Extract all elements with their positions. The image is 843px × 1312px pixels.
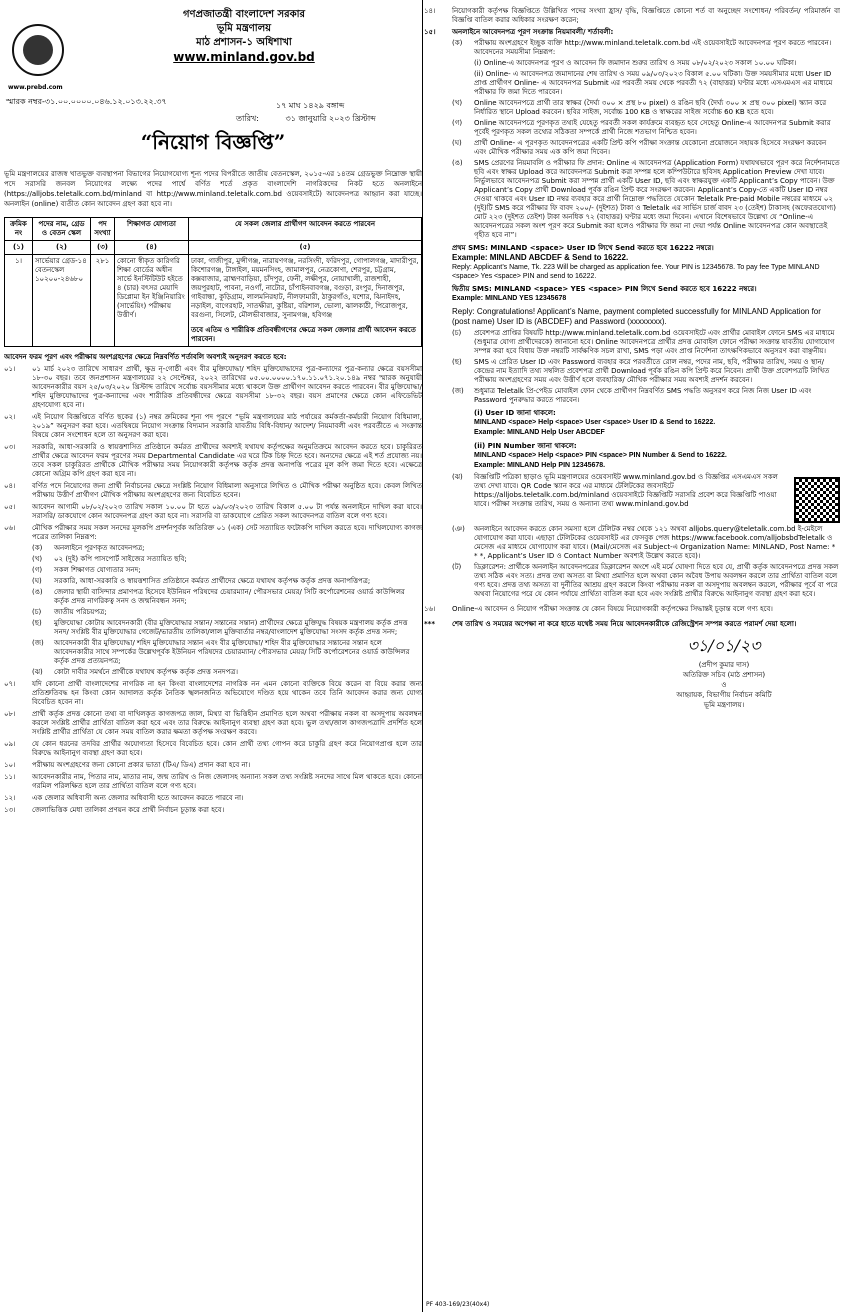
list-item [4,740,422,758]
list-item [452,525,840,561]
item-text: অনলাইনে আবেদনপত্র পূরণ সংক্রান্ত নিয়মাবলী/ শর্তাবলী: [452,28,614,36]
item-number: (ছ) [32,619,42,627]
col-num: (৫) [189,241,422,255]
item-number: ১৪। [424,7,436,15]
item-number: (ক) [452,39,463,47]
ministry-name: ভূমি মন্ত্রণালয় [216,23,272,34]
signer-designation: অতিরিক্ত সচিব (মাঠ প্রশাসন) [682,671,766,679]
gov-name: গণপ্রজাতন্ত্রী বাংলাদেশ সরকার [183,9,305,20]
ministry-website[interactable]: www.minland.gov.bd [173,50,315,64]
item-text: বর্ণিত পদে নিয়োগের জন্য প্রার্থী নির্বাচনের ক্ষেত্রে সংশ্লিষ্ট নিয়োগ বিধিমালা অনুসারে লিখিত ও মৌখিক পরীক্ষা অনুষ্ঠিত হবে। কেবল লিখিত পরীক্ষায় উত্তীর্ণ প্রার্থীগণ মৌখিক পরীক্ষায় অংশগ্রহণের জন্য বিবেচিত হবেন। [32,482,422,499]
item-text: প্রার্থী Online- এ পূরণকৃত আবেদনপত্রের একটি প্রিন্ট কপি পরীক্ষা সংক্রান্ত যেকোনো প্রয়োজনে সহায়ক হিসেবে সংরক্ষণ করবেন এবং মৌখিক পরীক্ষার সময় এক কপি জমা দিবেন। [474,139,827,156]
memo-number: স্মারক নম্বর-৩১.০০.০০০০.০৪৬.১২.০১৩.২২.৩৭ [6,97,167,106]
item-number: (ট) [452,563,462,571]
documents-list [4,544,422,677]
item-number: (জ) [452,387,464,395]
header [4,4,422,123]
col-num: (১) [5,241,33,255]
list-item [4,413,422,440]
sms-second-example: Example: MINLAND YES 12345678 [452,295,567,302]
item-text: SMS এ প্রেরিত User ID এবং Password ব্যবহার করে পরবর্তীতে রোল নম্বর, পদের নাম, ছবি, পরীক্ষার তারিখ, সময় ও স্থান/ কেন্দ্রের নাম ইত্যাদি তথ্য সম্বলিত প্রবেশপত্র প্রার্থী Download পূর্বক রঙিন কপি প্রিন্ট করে নিবেন। প্রার্থী উক্ত প্রবেশপত্রটি লিখিত পরীক্ষায় অংশগ্রহণের সময় এবং উত্তীর্ণ হলে ব্যবহারিক/ মৌখিক পরীক্ষার সময় অবশ্যই প্রদর্শন করবেন। [474,358,830,384]
list-item [4,794,422,803]
list-item [32,668,422,677]
item-text: শুধুমাত্র Teletalk প্রি-পেইড মোবাইল ফোন থেকে প্রার্থীগণ নিম্নবর্ণিত SMS পদ্ধতি অনুসরণ করে নিজ নিজ User ID এবং Password পুনরুদ্ধার করতে পারবেন। [474,387,812,404]
item-text: জেলার স্থায়ী বাসিন্দার প্রমাণপত্র হিসেবে ইউনিয়ন পরিষদের চেয়ারম্যান/ পৌরসভার মেয়র/ সিটি কর্পোরেশনের ওয়ার্ড কাউন্সিলর কর্তৃক প্রদত্ত নাগরিকত্ব সনদ ও জন্মনিবন্ধন সনদ; [54,588,405,605]
info-list-2 [424,525,840,599]
cell-post: সার্ভেয়ার গ্রেড-১৪ বেতনস্কেল ১০২০০-২৪৬৮০ [33,255,91,347]
list-item [32,577,422,586]
note [424,620,840,629]
item-number: ০২। [4,413,16,421]
item-number: (চ) [452,329,462,337]
col-num: (২) [33,241,91,255]
item-text: বিজ্ঞপ্তিটি পত্রিকা ছাড়াও ভূমি মন্ত্রণালয়ের ওয়েবসাইট www.minland.gov.bd ও বিজ্ঞপ্তির এসএমএস সকল তথ্য দেখা যাবে। QR Code স্ক্যান করে এর মাধ্যমে টেলিটকের জবসাইটে https://alljobs.teletalk.com.bd/minland ওয়েবসাইটে বিজ্ঞপ্তিটি সরাসরি প্রবেশ করে বিজ্ঞপ্তিটি পাওয়া যাবে। পরীক্ষা সংক্রান্ত তারিখ, সময় ও অন্যান্য তথ্য www.minland.gov.bd [474,473,778,508]
item-number: ০৩। [4,443,16,451]
list-item [452,39,840,57]
item-number: (ঞ) [452,525,465,533]
list-item [452,358,840,385]
item-number: (ঘ) [32,577,42,585]
recover-pin-title: (ii) PIN Number জানা থাকলে: [474,442,577,450]
list-item [452,159,840,240]
item-text: পরীক্ষায় অংশগ্রহণে ইচ্ছুক ব্যক্তি http://www.minland.teletalk.com.bd এই ওয়েবসাইটে আবেদনপত্র পূরণ করতে পারবেন। আবেদনের সময়সীমা নিম্নরূপ: [474,39,832,56]
item-text: পরীক্ষায় অংশগ্রহণের জন্য কোনো প্রকার ভাতা (টিএ/ ডিএ) প্রদান করা হবে না। [32,761,251,769]
list-item [4,482,422,500]
recover-block [474,408,840,471]
item-text: জাতীয় পরিচয়পত্র; [54,608,107,616]
item-number: ০৯। [4,740,16,748]
item-text: ০২ (দুই) কপি পাসপোর্ট সাইজের সত্যায়িত ছবি; [54,555,187,563]
item-text: Online-এ আবেদন ও নিয়োগ পরীক্ষা সংক্রান্ত যে কোন বিষয়ে নিয়োগকারী কর্তৃপক্ষের সিদ্ধান্তই চূড়ান্ত বলে গণ্য হবে। [452,605,773,613]
item-number: ০৮। [4,710,16,718]
item-number: ০৭। [4,680,16,688]
item-number: (গ) [452,119,463,127]
item-text: কোটা দাবীর সমর্থনে প্রার্থীকে যথাযথ কর্তৃপক্ষ কর্তৃক প্রদত্ত সনদপত্র। [54,668,238,676]
recover-pin-example: Example: MINLAND Help PIN 12345678. [474,462,606,469]
list-item [32,555,422,564]
info-list [424,471,790,509]
item-number: ০১। [4,365,16,373]
note-text: শেষ তারিখ ও সময়ের অপেক্ষা না করে হাতে যথেষ্ট সময় নিয়ে আবেদনকারীকে রেজিস্ট্রেশন সম্পন্ন করতে পরামর্শ দেয়া হলো। [452,620,797,628]
th-post: পদের নাম, গ্রেড ও বেতন স্কেল [33,218,91,241]
conditions-list-2 [4,680,422,815]
vacancy-table [4,217,422,347]
item-text: এই নিয়োগ বিজ্ঞপ্তিতে বর্ণিত ছকের (১) নম্বর ক্রমিকের শূন্য পদ পূরণে “ভূমি মন্ত্রণালয়ের মাঠ পর্যায়ের কর্মকর্তা-কর্মচারী নিয়োগ বিধিমালা, ২০১৯” অনুসরণ করা হবে। এতদ্বিষয়ে নিয়োগ সংক্রান্ত বিদ্যমান সরকারি যাবতীয় বিধি-বিধান/ আদেশ/ নিয়মাবলী এবং পরবর্তীতে এ সংক্রান্ত বিষয়ে কোন সংশোধন হলে তা অনুসরণ করা হবে। [32,413,422,439]
item-text: সরকারি, আধা-সরকারি ও স্বায়ত্তশাসিত প্রতিষ্ঠানে কর্মরত প্রার্থীদের ক্ষেত্রে যথাযথ কর্তৃপক্ষ কর্তৃক প্রদত্ত অনাপত্তিপত্র; [54,577,371,585]
signer-office: ভূমি মন্ত্রণালয়। [703,701,745,709]
government-emblem-icon [12,24,64,76]
list-item [452,99,840,117]
recover-pin-cmd: MINLAND <space> Help <space> PIN <space> PIN Number & Send to 16222. [474,452,727,459]
sms-first-title: প্রথম SMS: MINLAND <space> User ID লিখে Send করতে হবে 16222 নম্বরে। [452,244,714,252]
item-number: (ক) [32,544,43,552]
th-districts: যে সকল জেলার প্রার্থীগণ আবেদন করতে পারবেন [189,218,422,241]
list-item [452,119,840,137]
list-item [4,365,422,410]
item-number: ১২। [4,794,16,802]
item-text: (i) Online-এ আবেদনপত্র পূরণ ও আবেদন ফি জমাদান শুরুর তারিখ ও সময় ০৮/০২/২০২৩ সকাল ১০.০০ ঘটিকা। [474,59,797,67]
list-item [424,605,840,614]
item-text: যদি কোনো প্রার্থী বাংলাদেশের নাগরিক না হন কিংবা বাংলাদেশের নাগরিক নন এমন কোনো ব্যক্তিকে বিয়ে করেন বা বিয়ে করার জন্য প্রতিশ্রুতিবদ্ধ হন কিংবা কোন আদালত কর্তৃক নৈতিক স্খলনজনিত অভিযোগে দণ্ডিত হয়ে থাকেন তবে তিনি আবেদন করার জন্য যোগ্য বিবেচিত হবেন না। [32,680,422,706]
sms-block [452,243,840,327]
cell-districts [189,255,422,347]
item-text: ০১ মার্চ ২০২৩ তারিখে সাধারণ প্রার্থী, ক্ষুদ্র নৃ-গোষ্ঠী এবং বীর মুক্তিযোদ্ধা/ শহিদ মুক্তিযোদ্ধাদের পুত্র-কন্যাদের পুত্র-কন্যার ক্ষেত্রে বয়সসীমা ১৮-৩০ বছর। তবে জনপ্রশাসন মন্ত্রণালয়ের ২২ সেপ্টেম্বর, ২০২২ তারিখের ০৫.০০.০০০০.১৭০.১১.০৭১.২০.১৪৯ নম্বর স্মারক অনুযায়ী আবেদনকারীর বয়স ২৫/০৩/২০২০ খ্রিস্টাব্দ তারিখে সর্বোচ্চ বয়সসীমার মধ্যে থাকলে উক্ত প্রার্থীগণ আবেদন করতে পারবেন। বীর মুক্তিযোদ্ধা/ শহিদ মুক্তিযোদ্ধাদের পুত্র-কন্যাদের এবং শারীরিক প্রতিবন্ধীদের ক্ষেত্রে বয়সসীমা ১৮-৩২ বছর। বয়স প্রমাণের ক্ষেত্রে কোন এফিডেভিট গ্রহণযোগ্য হবে না। [32,365,422,409]
list-item [4,806,422,815]
item-text: সরকারি, আধা-সরকারি ও স্বায়ত্তশাসিত প্রতিষ্ঠানে কর্মরত প্রার্থীদের অবশ্যই যথাযথ কর্তৃপক্ষের অনুমতিক্রমে আবেদন করতে হবে। চাকুরিরত প্রার্থীর ক্ষেত্রে আবেদন ফরম পূরণের সময় Departmental Candidate এর ঘরে টিক চিহ্ন দিতে হবে। অন্যদের ক্ষেত্রে এই শর্ত প্রযোজ্য নয়। তবে সকল চাকুরিরত প্রার্থীকে মৌখিক পরীক্ষার সময় নিয়োগকারী কর্তৃপক্ষ কর্তৃক প্রদত্ত অনাপত্তি পত্রের মূল কপি জমা দিতে হবে। এক্ষেত্রে কোনো অগ্রিম কপি গ্রহণ করা হবে না। [32,443,422,478]
th-count: পদ সংখ্যা [91,218,115,241]
note-marker: *** [424,620,435,628]
online-rules-list [424,39,840,240]
cell-count: ২৮১ [91,255,115,347]
item-number: ১৬। [424,605,436,613]
col-num: (৩) [91,241,115,255]
list-item [452,563,840,599]
item-text: মৌখিক পরীক্ষার সময় সকল সনদের মূলকপি প্রদর্শনপূর্বক অতিরিক্ত ০১ (এক) সেট সত্যায়িত ফটোকপি দাখিল করতে হবে। দাখিলযোগ্য কাগজ পত্রের তালিকা নিম্নরূপ: [32,524,422,541]
sms-second-reply: Reply: Congratulations! Applicant’s Name, payment completed successfully for MINLAND Application for (post name) User ID is (ABCDEF) and Password (xxxxxxxx). [452,307,821,326]
item-number: ১৫। [424,28,436,36]
admit-rules-list [424,329,840,405]
list-item [424,7,840,25]
sms-first-example: Example: MINLAND ABCDEF & Send to 16222. [452,253,629,262]
item-number: (গ) [32,566,43,574]
item-number: ১০। [4,761,16,769]
sms-second-title: দ্বিতীয় SMS: MINLAND <space> YES <space> PIN লিখে Send করতে হবে 16222 নম্বরে। [452,285,757,293]
item-number: (ঝ) [452,473,463,481]
list-item [4,710,422,737]
recover-uid-example: Example: MINLAND Help User ABCDEF [474,429,605,436]
list-item [4,503,422,521]
list-item [32,544,422,553]
qr-row [424,471,840,523]
list-item [452,329,840,356]
right-column [424,4,840,1304]
item-text: অনলাইনে পূরণকৃত আবেদনপত্র; [54,544,145,552]
th-sl: ক্রমিক নং [5,218,33,241]
list-item [32,639,422,666]
item-text: SMS প্রেরণের নিয়মাবলি ও পরীক্ষার ফি প্রদান: Online এ আবেদনপত্র (Application Form) যথাযথভাবে পূরণ করে নির্দেশনামতে ছবি এবং স্বাক্ষর Upload করে আবেদনপত্র Submit করা সম্পন্ন হলে কম্পিউটারে ছবিসহ Application Preview দেখা যাবে। নির্ভুলভাবে আবেদনপত্র Submit করা সম্পন্ন প্রার্থী একটি User ID, ছবি এবং স্বাক্ষরযুক্ত একটি Applicant’s Copy পাবেন। উক্ত Applicant’s Copy প্রার্থী Download পূর্বক রঙিন প্রিন্ট করে সংরক্ষণ করবেন। Applicant’s Copy-তে একটি User ID নম্বর দেওয়া থাকবে এবং User ID নম্বর ব্যবহার করে প্রার্থী নিম্নোক্ত পদ্ধতিতে যেকোন Teletalk Pre-paid Mobile নম্বরের মাধ্যমে ০২ (দুই)টি SMS করে পরীক্ষার ফি বাবদ ২০০/- (দুইশত) টাকা ও Teletalk এর সার্ভিস চার্জ বাবদ ২৩ (তেইশ) টাকাসহ (অফেরতযোগ্য) মোট ২২৩ (দুইশত তেইশ) টাকা অনধিক ৭২ (বাহাত্তর) ঘণ্টার মধ্যে জমা দিবেন। এখানে বিশেষভাবে উল্লেখ্য যে “Online-এ আবেদনপত্রের সকল অংশ পূরণ করে Submit করা হলেও পরীক্ষার ফি জমা না দেয়া পর্যন্ত Online আবেদনপত্র কোন অবস্থাতেই গৃহীত হবে না”। [474,159,840,239]
item-text: (ii) Online- এ আবেদনপত্র জমাদানের শেষ তারিখ ও সময় ০৯/০৩/২০২৩ বিকাল ৫.০০ ঘটিকা। উক্ত সময়সীমার মধ্যে User ID প্রাপ্ত প্রার্থীগণ Online- এ আবেদনপত্র Submit এর পরবর্তী সময় থেকে পরবর্তী ৭২ (বাহাত্তর) ঘণ্টার মধ্যে এসএমএস এর মাধ্যমে পরীক্ষার ফি জমা দিতে পারবেন। [474,70,833,96]
list-item [32,588,422,606]
list-item [4,773,422,791]
sms-first-reply: Reply: Applicant’s Name, Tk. 223 Will be charged as application fee. Your PIN is 12345678. To pay fee Type MINLAND <space> Yes <space> PIN and send to 16222. [452,264,820,280]
item-number: (জ) [32,639,44,647]
signer-name: (প্রদীপ কুমার দাস) [698,661,750,669]
list-item [4,680,422,707]
item-number: ০৬। [4,524,16,532]
item-number: ০৫। [4,503,16,511]
date-en: ৩১ জানুয়ারি ২০২৩ খ্রিস্টাব্দ [285,114,376,123]
recover-uid-title: (i) User ID জানা থাকলে: [474,409,556,417]
list-item [424,28,840,37]
item-text: প্রবেশপত্র প্রাপ্তির বিষয়টি http://www.minland.teletalk.com.bd ওয়েবসাইটে এবং প্রার্থীর মোবাইল ফোনে SMS এর মাধ্যমে (শুধুমাত্র যোগ্য প্রার্থীদেরকে) জানানো হবে। Online আবেদনপত্রে প্রার্থীর প্রদত্ত মোবাইল ফোনে পরীক্ষা সংক্রান্ত যাবতীয় যোগাযোগ সম্পন্ন করা হবে বিধায় উক্ত নম্বরটি সার্বক্ষণিক সচল রাখা, SMS পড়া এবং প্রাপ্ত নির্দেশনা তাৎক্ষণিকভাবে অনুসরণ করা বাঞ্ছনীয়। [474,329,835,355]
item-number [452,59,474,68]
list-item [32,566,422,575]
watermark-text: www.prebd.com [8,84,63,91]
left-column [4,4,422,1304]
intro-paragraph: ভূমি মন্ত্রণালয়ের রাজস্ব খাতভুক্ত ব্যবস্থাপনা বিভাগের নিয়োগযোগ্য শূন্য পদের বিপরীতে জাতীয় বেতনস্কেল, ২০১৫-এর ১৪তম গ্রেডভুক্ত নিম্নোক্ত স্থায়ী পদে সরাসরি জনবল নিয়োগের লক্ষ্যে পদের পার্শ্বে বর্ণিত শর্তে প্রকৃত বাংলাদেশি নাগরিকদের নিকট হতে অনলাইনে (https://alljobs.teletalk.com.bd/minland বা http://www.minland.teletalk.com.bd ওয়েবসাইটে) আবেদনপত্র আহ্বান করা যাচ্ছে। অনলাইন (online) ব্যতীত কোন আবেদন গ্রহণ করা হবে না। [4,170,422,208]
list-item [452,387,840,405]
signer-role: আহ্বায়ক, বিভাগীয় নির্বাচন কমিটি [676,691,772,699]
item-text: Online আবেদনপত্রে প্রার্থী তার স্বাক্ষর (দৈর্ঘ্য ৩০০ × প্রস্থ ৮০ pixel) ও রঙিন ছবি (দৈর্ঘ্য ৩০০ × প্রস্থ ৩০০ pixel) স্ক্যান করে নির্ধারিত স্থানে Upload করবেন। ছবির সাইজ, সর্বোচ্চ 100 KB ও স্বাক্ষরের সাইজ সর্বোচ্চ 60 KB হতে হবে। [474,99,827,116]
item-text: মুক্তিযোদ্ধা কোটায় আবেদনকারী (বীর মুক্তিযোদ্ধার সন্তান/ সন্তানের সন্তান) প্রার্থীদের ক্ষেত্রে মুক্তিযুদ্ধ বিষয়ক মন্ত্রণালয় কর্তৃক প্রদত্ত সনদ/ সংশ্লিষ্ট বীর মুক্তিযোদ্ধার গেজেট/ভারতীয় তালিকা/লাল মুক্তিবার্তার নম্বর/বাংলাদেশ মুক্তিযোদ্ধা সংসদ কর্তৃক প্রদত্ত সনদ; [54,619,408,636]
item-number [452,70,474,97]
conditions-list [4,365,422,542]
th-edu: শিক্ষাগত যোগ্যতা [115,218,189,241]
table-row [5,255,422,347]
col-num: (৪) [115,241,189,255]
item-text: জেলাভিত্তিক মেধা তালিকা প্রণয়ন করে প্রার্থী নির্বাচন চূড়ান্ত করা হবে। [32,806,225,814]
item-text: Online আবেদনপত্রে পূরণকৃত তথ্যই যেহেতু পরবর্তী সকল কার্যক্রমে ব্যবহৃত হবে সেহেতু Online-এ আবেদনপত্র Submit করার পূর্বেই পূরণকৃত সকল তথ্যের সঠিকতা সম্পর্কে প্রার্থী নিজে শতভাগ নিশ্চিত হবেন। [474,119,831,136]
item-number: (ছ) [452,358,462,366]
item-number: ১১। [4,773,16,781]
item-text: ডিক্লারেশন: প্রার্থীকে অনলাইন আবেদনপত্রের ডিক্লারেশন অংশে এই মর্মে ঘোষণা দিতে হবে যে, প্রার্থী কর্তৃক আবেদনপত্রে প্রদত্ত সকল তথ্য সঠিক এবং সত্য। প্রদত্ত তথ্য অসত্য বা মিথ্যা প্রমাণিত হলে অথবা কোন অবৈধ উপায় অবলম্বন করলে তার প্রার্থিতা বাতিল বলে গণ্য হবে। প্রদত্ত তথ্য অসত্য বা দুর্নীতির আশ্রয় গ্রহণ করলে কিংবা পরীক্ষায় নকল বা অসদুপায় অবলম্বন করলে, পরীক্ষার পূর্বে বা পরে অথবা নিয়োগের পরে যে কোন পর্যায়ে প্রার্থিতা বাতিল করা হবে এবং সংশ্লিষ্ট প্রার্থীর বিরুদ্ধে আইনানুগ ব্যবস্থা গ্রহণ করা হবে। [474,563,839,598]
list-item [4,443,422,479]
list-item [452,473,790,509]
cell-edu: কোনো স্বীকৃত কারিগরি শিক্ষা বোর্ডের অধীন সার্ভে ইনস্টিটিউট হইতে ৪ (চার) বৎসর মেয়াদি ডিপ্লোমা ইন ইঞ্জিনিয়ারিং (সার্ভেয়িং) পরীক্ষায় উত্তীর্ণ। [115,255,189,347]
item-number: (ঙ) [452,159,463,167]
item-text: যে কোন ধরনের তদবির প্রার্থীর অযোগ্যতা হিসেবে বিবেচিত হবে। কোন প্রার্থী তথ্য গোপন করে চাকুরি গ্রহণ করে নিয়োগপ্রাপ্ত হলে তার বিরুদ্ধে আইনানুগ ব্যবস্থা গ্রহণ করা হবে। [32,740,422,757]
list-item [32,608,422,617]
cell-sl: ১। [5,255,33,347]
districts-list: ঢাকা, গাজীপুর, মুন্সীগঞ্জ, নারায়ণগঞ্জ, নরসিংদী, ফরিদপুর, গোপালগঞ্জ, মাদারীপুর, কিশোরগঞ্জ, টাঙ্গাইল, ময়মনসিংহ, জামালপুর, নেত্রকোণা, শেরপুর, চট্টগ্রাম, কক্সবাজার, ব্রাহ্মণবাড়িয়া, চাঁদপুর, ফেনী, লক্ষীপুর, নোয়াখালী, রাজশাহী, জয়পুরহাট, পাবনা, নওগাঁ, নাটোর, চাঁপাইনবাবগঞ্জ, বগুড়া, রংপুর, দিনাজপুর, গাইবান্ধা, কুড়িগ্রাম, লালমনিরহাট, নীলফামারী, ঠাকুরগাঁও, যশোর, ঝিনাইদহ, নড়াইল, বাগেরহাট, সাতক্ষীরা, কুষ্টিয়া, বরিশাল, ভোলা, ঝালকাঠী, পিরোজপুর, বরগুনা, সিলেট, মৌলভীবাজার, সুনামগঞ্জ, হবিগঞ্জ [191,257,419,319]
item-number: (ঙ) [32,588,43,596]
signature-block [624,633,824,710]
branch-name: মাঠ প্রশাসন-১ অধিশাখা [196,37,292,48]
table-header-row [5,218,422,241]
item-number: ০৪। [4,482,16,490]
districts-note: তবে এতিম ও শারীরিক প্রতিবন্ধীগণের ক্ষেত্রে সকল জেলার প্রার্থী আবেদন করতে পারবেন। [191,326,416,343]
signature: ৩১/০১/২৩ [687,636,761,655]
list-item [452,139,840,157]
date-block [236,100,376,126]
list-item [4,524,422,542]
conditions-title: আবেদন ফরম পূরণ এবং পরীক্ষায় অংশগ্রহণের ক্ষেত্রে নিম্নবর্ণিত শর্তাবলি অবশ্যই অনুসরণ করতে হবে: [4,353,287,361]
item-number: (খ) [452,99,463,107]
item-number: (ঝ) [32,668,43,676]
list-item [32,619,422,637]
item-text: আবেদনকারীর নাম, পিতার নাম, মাতার নাম, জন্ম তারিখ ও নিজ জেলাসহ অন্যান্য সকল তথ্য সংশ্লিষ্ট সনদের সাথে মিল থাকতে হবে। কোনো গরমিল পরিলক্ষিত হলে তার প্রার্থিতা বাতিল বলে গণ্য হবে। [32,773,422,790]
item-text: আবেদনকারী বীর মুক্তিযোদ্ধা/ শহিদ মুক্তিযোদ্ধার সন্তান এবং বীর মুক্তিযোদ্ধা/ শহিদ বীর মুক্তিযোদ্ধার সন্তানের সন্তান হলে আবেদনকারীর সাথে সম্পর্কের উল্লেখপূর্বক ইউনিয়ন পরিষদের চেয়ারম্যান/ পৌরসভার মেয়র/ সিটি কর্পোরেশনের ওয়ার্ড কাউন্সিলর কর্তৃক প্রদত্ত প্রত্যয়নপত্র; [54,639,410,665]
item-text: এক জেলার অধিবাসী অন্য জেলার অধিবাসী হতে আবেদন করতে পারবে না। [32,794,244,802]
date-label: তারিখ: [236,114,259,123]
list-item [452,70,840,97]
list-item [4,761,422,770]
item-text: অনলাইনে আবেদন করতে কোন সমস্যা হলে টেলিটক নম্বর থেকে ১২১ অথবা alljobs.query@teletalk.com.bd ই-মেইলে যোগাযোগ করা যাবে। এছাড়া টেলিটকের ওয়েবসাইট এর ফেসবুক পেজ https://www.facebook.com/alljobsbdTeletalk ও মেসেজ এর মাধ্যমে যোগাযোগ করা যাবে। (Mail/মেসেজ এর Subject-এ Organization Name: MINLAND, Post Name: * * *, Applicant’s User ID ও Contact Number অবশ্যই উল্লেখ করতে হবে)। [474,525,836,560]
page-title: “নিয়োগ বিজ্ঞপ্তি” [140,130,286,154]
date-bn: ১৭ মাঘ ১৪২৯ বঙ্গাব্দ [276,101,345,110]
item-text: নিয়োগকারী কর্তৃপক্ষ বিজ্ঞপ্তিতে উল্লিখিত পদের সংখ্যা হ্রাস/ বৃদ্ধি, বিজ্ঞপ্তিতে কোনো শর্ত বা অনুচ্ছেদ সংশোধন/ পরিবর্তন/ পরিমার্জন বা বিজ্ঞপ্তি বাতিল করার অধিকার সংরক্ষণ করেন; [452,7,840,24]
item-number: (খ) [32,555,43,563]
column-divider [422,0,423,1312]
item-number: (ঘ) [452,139,462,147]
signer-and: ও [721,681,727,689]
table-number-row [5,241,422,255]
item-number: ১৩। [4,806,16,814]
list-item [452,59,840,68]
item-number: (চ) [32,608,42,616]
item-text: আবেদন আগামী ০৮/০২/২০২৩ তারিখ সকাল ১০.০০ টা হতে ০৯/০৩/২০২৩ তারিখ বিকাল ৫.০০ টা পর্যন্ত অনলাইনে দাখিল করা যাবে। সরাসরি/ ডাকযোগে কোন আবেদনপত্র গ্রহণ করা হবে না। সরাসরি বা ডাকযোগে প্রেরিত সকল আবেদনপত্র বাতিল বলে গণ্য হবে। [32,503,422,520]
footer-code: PF 403-169/23(40x4) [426,1301,490,1308]
qr-code-icon[interactable] [794,477,840,523]
item-text: সকল শিক্ষাগত যোগ্যতার সনদ; [54,566,141,574]
item-text: প্রার্থী কর্তৃক প্রদত্ত কোনো তথ্য বা দাখিলকৃত কাগজপত্র জাল, মিথ্যা বা ভিত্তিহীন প্রমাণিত হলে অথবা পরীক্ষায় নকল বা অসদুপায় অবলম্বন করলে সংশ্লিষ্ট প্রার্থীর প্রার্থিতা বাতিল করা হবে এবং তার বিরুদ্ধে আইনানুগ ব্যবস্থা গ্রহণ করা হবে। ভুল তথ্য/জাল কাগজপত্রাদি প্রদর্শিত হলে সংশ্লিষ্ট প্রার্থীর প্রার্থিতা যে কোন সময় বাতিল করার ক্ষমতা কর্তৃপক্ষ সংরক্ষণ করবে। [32,710,422,736]
recover-uid-cmd: MINLAND <space> Help <space> User <space> User ID & Send to 16222. [474,419,716,426]
